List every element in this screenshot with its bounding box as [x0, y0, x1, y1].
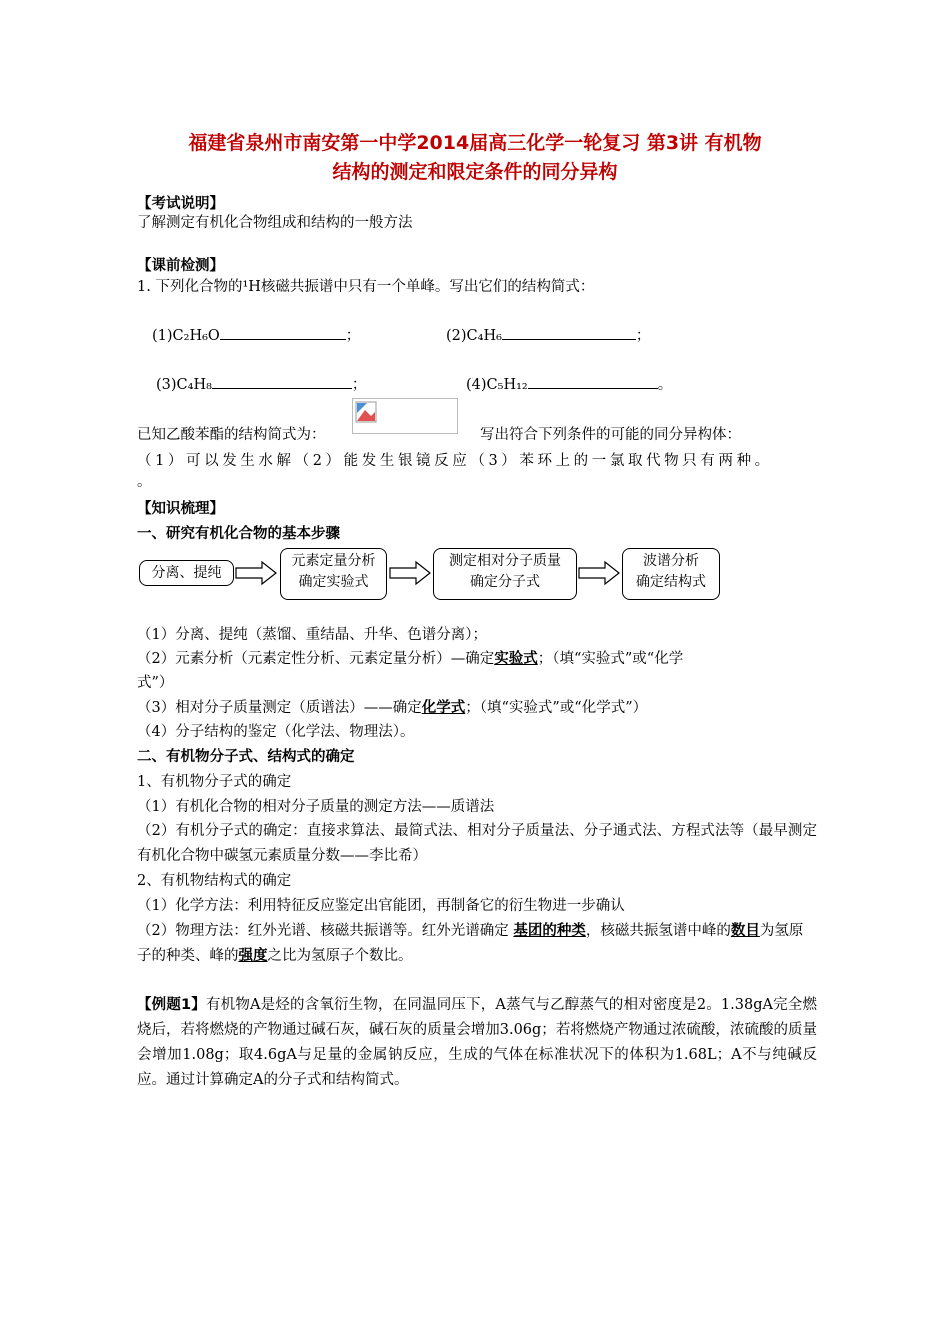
flow-step-element-analysis: 元素定量分析 确定实验式	[280, 548, 387, 600]
formula-label: (3)C₄H₈	[156, 377, 212, 393]
formula-item-4: (4)C₅H₁₂ 。	[466, 373, 672, 394]
flow-arrow-icon	[388, 560, 432, 586]
flow-arrow-icon	[577, 560, 621, 586]
step-4-text: （4）分子结构的鉴定（化学法、物理法）。	[137, 724, 415, 740]
section-2-title: 二、有机物分子式、结构式的确定	[137, 749, 355, 765]
formula-item-2: (2)C₄H₆ ；	[446, 324, 650, 345]
flow-step-molecular-mass: 测定相对分子质量 确定分子式	[433, 548, 577, 600]
broken-image-icon	[355, 401, 377, 423]
subsection-1-item-1: （1）有机化合物的相对分子质量的测定方法——质谱法	[137, 799, 495, 815]
step-2-text-cont: 式”）	[137, 675, 174, 691]
formula-label: (1)C₂H₆O	[152, 328, 220, 344]
subsection-1: 1、有机物分子式的确定	[137, 774, 292, 790]
page-title-line1: 福建省泉州市南安第一中学2014届高三化学一轮复习 第3讲 有机物	[188, 132, 762, 154]
subsection-2-item-2: （2）物理方法：红外光谱、核磁共振谱等。红外光谱确定 基团的种类，核磁共振氢谱中峰的数目为氢原子的种类、峰的强度之比为氢原子个数比。	[137, 923, 804, 964]
formula-label: (4)C₅H₁₂	[466, 377, 528, 393]
precheck-conditions: （1）可以发生水解（2）能发生银镜反应（3）苯环上的一氯取代物只有两种。	[137, 453, 773, 469]
answer-blank[interactable]	[212, 374, 352, 389]
knowledge-heading: 【知识梳理】	[137, 501, 224, 517]
step-1-text: （1）分离、提纯（蒸馏、重结晶、升华、色谱分离）；	[137, 627, 487, 643]
structure-image-placeholder	[352, 398, 458, 434]
precheck-q1: 1. 下列化合物的¹H核磁共振谱中只有一个单峰。写出它们的结构简式：	[137, 279, 595, 295]
answer-huaxueshi: 化学式	[421, 700, 466, 716]
precheck-q2-right: 写出符合下列条件的可能的同分异构体：	[480, 427, 741, 443]
subsection-1-item-2: （2）有机分子式的确定：直接求算法、最简式法、相对分子质量法、分子通式法、方程式法等（最早测定有机化合物中碳氢元素质量分数——李比希）	[137, 823, 817, 864]
subsection-2: 2、有机物结构式的确定	[137, 873, 292, 889]
flow-arrow-icon	[234, 560, 278, 586]
answer-qiangdu: 强度	[238, 948, 268, 964]
answer-blank[interactable]	[528, 374, 658, 389]
example-1	[137, 993, 817, 1093]
page-title-line2: 结构的测定和限定条件的同分异构	[332, 161, 618, 183]
formula-item-3: (3)C₄H₈ ；	[156, 373, 366, 394]
flow-step-separation: 分离、提纯	[139, 560, 234, 586]
answer-shiyanshi: 实验式	[494, 651, 538, 667]
precheck-q2-left: 已知乙酸苯酯的结构简式为：	[137, 427, 326, 443]
section-1-title: 一、研究有机化合物的基本步骤	[137, 526, 340, 542]
formula-item-1: (1)C₂H₆O ；	[152, 324, 360, 345]
answer-blank[interactable]	[220, 325, 346, 340]
formula-label: (2)C₄H₆	[446, 328, 502, 344]
precheck-dot: 。	[137, 474, 152, 490]
flow-step-spectrum: 波谱分析 确定结构式	[622, 548, 720, 600]
example-label: 【例题1】	[137, 997, 206, 1013]
answer-shumu: 数目	[730, 923, 760, 939]
exam-text: 了解测定有机化合物组成和结构的一般方法	[137, 215, 413, 231]
precheck-heading: 【课前检测】	[137, 258, 224, 274]
example-text: 有机物A是烃的含氧衍生物，在同温同压下，A蒸气与乙醇蒸气的相对密度是2。1.38gA完全燃烧后，若将燃烧的产物通过碱石灰，碱石灰的质量会增加3.06g；若将燃烧产物通过浓硫酸，浓硫酸的质量会增加1.08g；取4.6gA与足量的金属钠反应，生成的气体在标准状况下的体积为1.68L；A不与纯碱反应。通过计算确定A的分子式和结构简式。	[137, 997, 817, 1088]
answer-jituan: 基团的种类	[513, 923, 586, 939]
answer-blank[interactable]	[502, 325, 636, 340]
subsection-2-item-1: （1）化学方法：利用特征反应鉴定出官能团，再制备它的衍生物进一步确认	[137, 898, 625, 914]
exam-heading: 【考试说明】	[137, 196, 224, 212]
step-2-text: （2）元素分析（元素定性分析、元素定量分析）—确定实验式；（填“实验式”或“化学	[137, 651, 684, 667]
step-3-text: （3）相对分子质量测定（质谱法）——确定化学式；（填“实验式”或“化学式”）	[137, 700, 648, 716]
